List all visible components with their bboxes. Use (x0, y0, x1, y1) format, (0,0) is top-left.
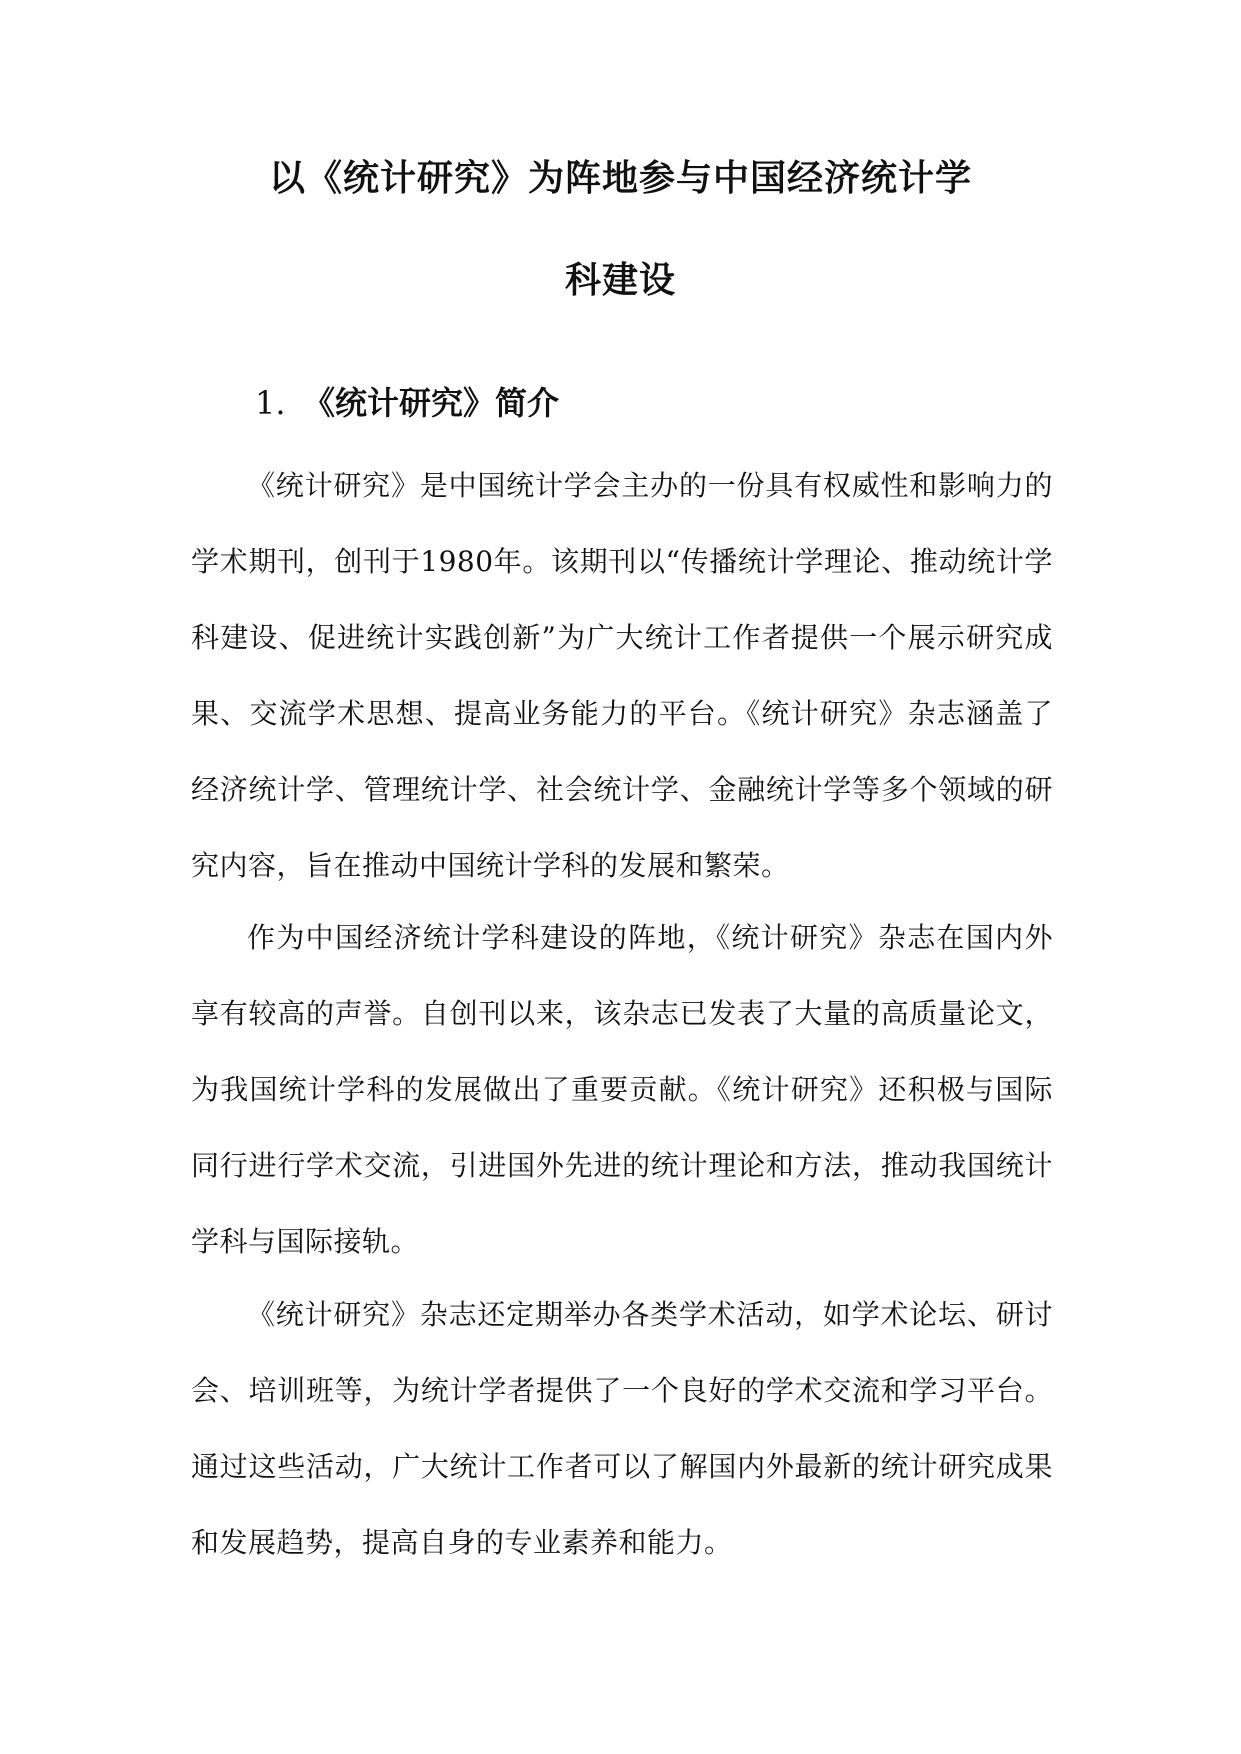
section-heading-text: 《统计研究》简介 (303, 384, 560, 422)
section-number: 1. (255, 384, 286, 422)
paragraph-3: 《统计研究》杂志还定期举办各类学术活动，如学术论坛、研讨会、培训班等，为统计学者提供了一个良好的学术交流和学习平台。通过这些活动，广大统计工作者可以了解国内外最新的统计研究成果和发展趋势，提高自身的专业素养和能力。 (191, 1298, 1053, 1559)
paragraph-1: 《统计研究》是中国统计学会主办的一份具有权威性和影响力的学术期刊，创刊于1980年。该期刊以“传播统计学理论、推动统计学科建设、促进统计实践创新”为广大统计工作者提供一个展示研究成果、交流学术思想、提高业务能力的平台。《统计研究》杂志涵盖了经济统计学、管理统计学、社会统计学、金融统计学等多个领域的研究内容，旨在推动中国统计学科的发展和繁荣。 (191, 469, 1053, 882)
document-title-line-1: 以《统计研究》为阵地参与中国经济统计学 (268, 158, 972, 199)
section-heading (255, 378, 559, 424)
paragraph-2: 作为中国经济统计学科建设的阵地，《统计研究》杂志在国内外享有较高的声誉。自创刊以来，该杂志已发表了大量的高质量论文，为我国统计学科的发展做出了重要贡献。《统计研究》还积极与国际同行进行学术交流，引进国外先进的统计理论和方法，推动我国统计学科与国际接轨。 (191, 921, 1053, 1258)
document-title-line-2: 科建设 (564, 260, 676, 301)
